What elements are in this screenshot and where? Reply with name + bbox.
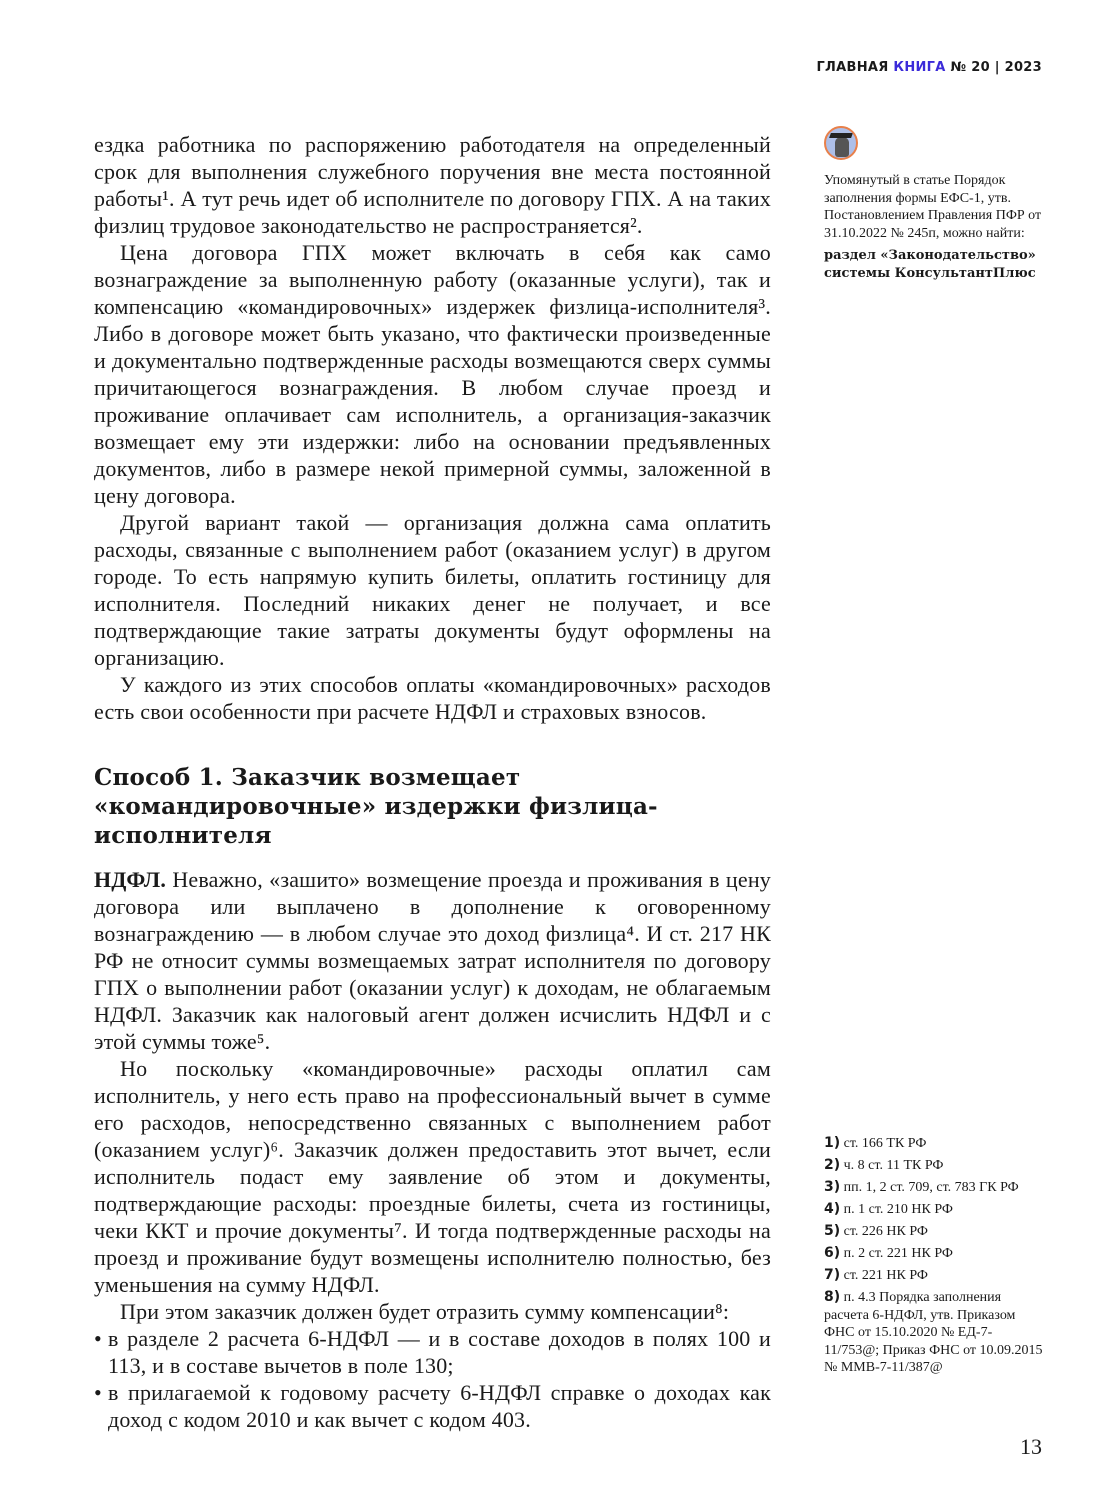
footnote-number: 2)	[824, 1157, 841, 1173]
article-body	[94, 131, 771, 1433]
list-item: • в прилагаемой к годовому расчету 6-НДФЛ справке о доходах как доход с кодом 2010 и как вычет с кодом 403.	[94, 1379, 771, 1433]
paragraph: Цена договора ГПХ может включать в себя как само вознаграждение за выполненную работу (оказанные услуги), так и компенсацию «командировочных» издержек физлица-исполнителя³. Либо в договоре может быть указано, что фактически произведенные и документально подтвержденные расходы возмещаются сверх суммы причитающегося вознаграждения. В любом случае проезд и проживание оплачивает сам исполнитель, а организация-заказчик возмещает ему эти издержки: либо на основании предъявленных документов, либо в размере некой примерной суммы, заложенной в цену договора.	[94, 240, 771, 508]
footnote-number: 8)	[824, 1289, 841, 1305]
footnote-text: п. 2 ст. 221 НК РФ	[843, 1246, 953, 1261]
footnote-number: 6)	[824, 1245, 841, 1261]
sidebar-note	[824, 172, 1044, 283]
bullet-list	[94, 1325, 771, 1433]
footnote	[824, 1289, 1044, 1377]
paragraph-ndfl	[94, 866, 771, 1055]
page-number: 13	[1020, 1434, 1042, 1459]
footnote-text: ч. 8 ст. 11 ТК РФ	[843, 1158, 944, 1173]
footnote-text: ст. 226 НК РФ	[843, 1224, 928, 1239]
paragraph: Но поскольку «командировочные» расходы оплатил сам исполнитель, у него есть право на профессиональный вычет в сумме его расходов, непосредственно связанных с выполнением работ (оказанием услуг)⁶. Заказчик должен предоставить этот вычет, если исполнитель подаст ему заявление об этом и документы, подтверждающие расходы: проездные билеты, счета из гостиницы, чеки ККТ и прочие документы⁷. И тогда подтвержденные расходы на проезд и проживание будут возмещены исполнителю полностью, без уменьшения на сумму НДФЛ.	[94, 1056, 771, 1297]
footnote	[824, 1179, 1044, 1197]
list-item: • в разделе 2 расчета 6-НДФЛ — и в составе доходов в полях 100 и 113, и в составе вычетов в поле 130;	[94, 1325, 771, 1379]
footnote-number: 3)	[824, 1179, 841, 1195]
ndfl-label: НДФЛ.	[94, 867, 167, 892]
issue-number: № 20 | 2023	[950, 60, 1042, 75]
ndfl-text: Неважно, «зашито» возмещение проезда и проживания в цену договора или выплачено в дополнение к оговоренному вознаграждению — в любом случае это доход физлица⁴. И ст. 217 НК РФ не относит суммы возмещаемых затрат исполнителя по договору ГПХ о выполнении работ (оказании услуг) к доходам, не облагаемым НДФЛ. Заказчик как налоговый агент должен исчислить НДФЛ и с этой суммы тоже⁵.	[94, 867, 771, 1054]
paragraph: У каждого из этих способов оплаты «командировочных» расходов есть свои особенности при расчете НДФЛ и страховых взносов.	[94, 672, 771, 724]
footnote-text: пп. 1, 2 ст. 709, ст. 783 ГК РФ	[843, 1180, 1019, 1195]
footnote	[824, 1135, 1044, 1153]
brand-name-1: ГЛАВНАЯ	[816, 60, 889, 75]
footnotes	[824, 1135, 1044, 1381]
footnote	[824, 1223, 1044, 1241]
footnote-number: 7)	[824, 1267, 841, 1283]
footnote-text: ст. 166 ТК РФ	[843, 1136, 927, 1151]
footnote	[824, 1245, 1044, 1263]
section-heading: Способ 1. Заказчик возмещает «командировочные» издержки физлица-исполнителя	[94, 764, 658, 849]
footnote-text: п. 4.3 Порядка заполнения расчета 6-НДФЛ, утв. Приказом ФНС от 15.10.2020 № ЕД-7-11/753@; Приказ ФНС от 10.09.2015 № ММВ-7-11/387@	[824, 1290, 1043, 1375]
footnote-text: п. 1 ст. 210 НК РФ	[843, 1202, 953, 1217]
note-bold: раздел «Законодательство» системы КонсультантПлюс	[824, 248, 1036, 281]
paragraph: При этом заказчик должен будет отразить сумму компенсации⁸:	[120, 1299, 730, 1324]
footnote-number: 5)	[824, 1223, 841, 1239]
footnote-number: 1)	[824, 1135, 841, 1151]
paragraph: ездка работника по распоряжению работодателя на определенный срок для выполнения служебного поручения вне места постоянной работы¹. А тут речь идет об исполнителе по договору ГПХ. А на таких физлиц трудовое законодательство не распространяется².	[94, 132, 771, 238]
footnote	[824, 1267, 1044, 1285]
footnote	[824, 1157, 1044, 1175]
magazine-header	[816, 60, 1042, 75]
paragraph: Другой вариант такой — организация должна сама оплатить расходы, связанные с выполнением работ (оказанием услуг) в другом городе. То есть напрямую купить билеты, оплатить гостиницу для исполнителя. Последний никаких денег не получает, и все подтверждающие такие затраты документы будут оформлены на организацию.	[94, 510, 771, 670]
brand-name-2: КНИГА	[893, 60, 946, 75]
consultant-avatar-icon	[824, 126, 858, 160]
footnote-text: ст. 221 НК РФ	[843, 1268, 928, 1283]
note-text: Упомянутый в статье Порядок заполнения формы ЕФС-1, утв. Постановлением Правления ПФР от 31.10.2022 № 245п, можно найти:	[824, 173, 1042, 241]
footnote	[824, 1201, 1044, 1219]
footnote-number: 4)	[824, 1201, 841, 1217]
